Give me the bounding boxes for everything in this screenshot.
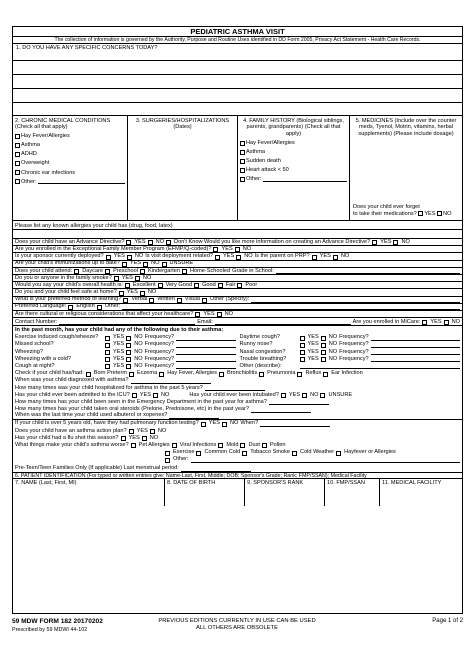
albuterol-field[interactable] xyxy=(169,413,219,419)
checkbox[interactable] xyxy=(292,451,297,456)
checkbox[interactable] xyxy=(437,211,442,216)
steroids-row: How many times has your child taken oral steroids (Prelone, Prednisone, etc) in the past year? xyxy=(13,405,462,412)
checkbox[interactable] xyxy=(131,443,136,448)
checkbox[interactable] xyxy=(372,240,377,245)
checkbox[interactable] xyxy=(159,372,164,377)
concerns-question: 1. DO YOU HAVE ANY SPECIFIC CONCERNS TODAY? xyxy=(16,45,158,51)
checkbox[interactable] xyxy=(105,350,110,355)
symptoms-right xyxy=(238,333,463,369)
checkbox[interactable] xyxy=(105,343,110,348)
checkbox[interactable] xyxy=(418,211,423,216)
family-item[interactable]: Sudden death xyxy=(240,158,347,164)
checkbox[interactable] xyxy=(126,350,131,355)
symptom-row: Wheezing with a cold? YES NO Frequency? xyxy=(13,355,238,362)
checkbox[interactable] xyxy=(196,451,201,456)
history-check-row: Check if your child has/had: Born Preterm Eczema Hay Fever, Allergies Bronchiolitis Pneumonia Reflux Ear Infection xyxy=(15,370,363,377)
checkbox[interactable] xyxy=(166,240,171,245)
checkbox[interactable] xyxy=(122,262,127,267)
prescribed-by: Prescribed by 59 MDWI 44-102 xyxy=(12,627,88,633)
chronic-conditions xyxy=(13,116,128,220)
action-plan-row: Does your child have an asthma action plan? YES NO xyxy=(15,427,167,434)
privacy-notice: The collection of information is governed by the Authority, Purpose and Routine Uses identified in DD Form 2005, Privacy Act Statement - Health Care Records. xyxy=(13,37,462,44)
family-item[interactable]: Asthma xyxy=(240,149,347,155)
pft-row: If your child is over 5 years old, have they had pulmonary function testing? YES NO When? xyxy=(13,420,462,427)
checkbox[interactable] xyxy=(126,336,131,341)
checkbox[interactable] xyxy=(300,350,305,355)
steroids-field[interactable] xyxy=(251,407,311,413)
diagnosed-field[interactable] xyxy=(131,378,211,384)
grade-field[interactable] xyxy=(276,268,460,274)
efmp-row: Are you enrolled in the Exceptional Family Member Program (EFMP/Q-coded)? YES NO xyxy=(13,246,462,253)
icu-row: Has your child ever been admitted to the ICU? YES NO Has your child ever been intubated? YES NO UNSURE xyxy=(15,391,353,398)
checkbox[interactable] xyxy=(15,152,20,157)
frequency-field[interactable] xyxy=(371,342,460,348)
checkbox[interactable] xyxy=(235,247,240,252)
family-item[interactable]: Heart attack < 50 xyxy=(240,167,347,173)
checkbox[interactable] xyxy=(182,269,187,274)
checkbox[interactable] xyxy=(302,393,307,398)
family-history xyxy=(238,116,350,220)
checkbox[interactable] xyxy=(143,262,148,267)
symptoms-left xyxy=(13,333,238,369)
checkbox[interactable] xyxy=(105,364,110,369)
checkbox[interactable] xyxy=(129,372,134,377)
checkbox[interactable] xyxy=(123,298,128,303)
safe-row: Do you and your child feel safe at home? YES NO xyxy=(13,289,462,296)
frequency-field[interactable] xyxy=(371,349,460,355)
allergies-row[interactable]: Please list any known allergies your child has (drug, food, latex) xyxy=(13,221,462,230)
medicines xyxy=(350,116,462,220)
symptom-row: Trouble breathing? YES NO Frequency? xyxy=(238,355,463,362)
checkbox[interactable] xyxy=(215,255,220,260)
contact-number-field[interactable] xyxy=(59,319,195,325)
checkbox[interactable] xyxy=(237,283,242,288)
allergies-extra-line[interactable] xyxy=(13,230,462,239)
family-header: 4. FAMILY HISTORY (Biological siblings, parents, grandparents) (Check all that apply) xyxy=(243,118,344,137)
checkbox[interactable] xyxy=(150,429,155,434)
checkbox[interactable] xyxy=(74,269,79,274)
trigger-other-field[interactable] xyxy=(191,457,460,463)
checkbox[interactable] xyxy=(97,305,102,310)
checkbox[interactable] xyxy=(126,357,131,362)
checkbox[interactable] xyxy=(218,443,223,448)
checkbox[interactable] xyxy=(15,170,20,175)
checkbox[interactable] xyxy=(172,443,177,448)
checkbox[interactable] xyxy=(259,372,264,377)
checkbox[interactable] xyxy=(153,393,158,398)
forget-meds-question: Does your child ever forget to take their medications? YES NO xyxy=(353,204,452,217)
name-field[interactable]: 7. NAME (Last, First, MI) xyxy=(13,479,165,506)
er-row: How many times has your child been seen in the Emergency Department in the past year for asthma? xyxy=(13,398,462,405)
medical-facility-field[interactable]: 11. MEDICAL FACILITY xyxy=(382,479,442,486)
checkbox[interactable] xyxy=(132,393,137,398)
checkbox[interactable] xyxy=(236,255,241,260)
checkbox[interactable] xyxy=(140,291,145,296)
editions-notice: PREVIOUS EDITIONS CURRENTLY IN USE CAN BE USED ALL OTHERS ARE OBSOLETE xyxy=(158,618,316,631)
triggers-row: What things make your child's asthma worse? Pet Allergies Viral Infections Mold Dust Pollen xyxy=(15,442,286,449)
checkbox[interactable] xyxy=(158,283,163,288)
cultural-row: Are there cultural or religious considerations that affect your healthcare? YES NO xyxy=(13,311,462,318)
frequency-field[interactable] xyxy=(176,335,235,341)
chronic-item[interactable]: Chronic ear infections xyxy=(15,170,125,176)
form-page xyxy=(12,26,463,614)
history-section xyxy=(13,116,462,221)
checkbox[interactable] xyxy=(213,247,218,252)
frequency-field[interactable] xyxy=(176,356,235,362)
concerns-line[interactable] xyxy=(13,60,462,61)
checkbox[interactable] xyxy=(121,436,126,441)
checkbox[interactable] xyxy=(321,336,326,341)
checkbox[interactable] xyxy=(240,150,245,155)
checkbox[interactable] xyxy=(336,451,341,456)
attend-row: Does your child attend: Daycare Preschool Kindergarten Home-Schooled Grade in School: xyxy=(13,268,462,275)
checkbox[interactable] xyxy=(165,451,170,456)
checkbox[interactable] xyxy=(15,179,20,184)
checkbox[interactable] xyxy=(194,283,199,288)
checkbox[interactable] xyxy=(312,255,317,260)
checkbox[interactable] xyxy=(219,372,224,377)
checkbox[interactable] xyxy=(114,276,119,281)
frequency-field[interactable] xyxy=(176,363,235,369)
checkbox[interactable] xyxy=(127,255,132,260)
triggers-row-3: Other: xyxy=(13,456,462,463)
symptom-row: Nasal congestion? YES NO Frequency? xyxy=(238,348,463,355)
symptom-row: Wheezing? YES NO Frequency? xyxy=(13,348,238,355)
surgeries-header: 3. SURGERIES/HOSPITALIZATIONS (Dates) xyxy=(135,118,230,131)
checkbox[interactable] xyxy=(422,320,427,325)
checkbox[interactable] xyxy=(321,350,326,355)
symptom-row: Runny nose? YES NO Frequency? xyxy=(238,341,463,348)
preteen-row: Pre-Teen/Teen Families Only (If applicable) Last menstrual period: xyxy=(13,463,462,472)
checkbox[interactable] xyxy=(162,262,167,267)
checkbox[interactable] xyxy=(222,422,227,427)
checkbox[interactable] xyxy=(195,312,200,317)
checkbox[interactable] xyxy=(15,161,20,166)
deployment-row: Is your sponsor currently deployed? YES NO Is visit deployment related? YES NO Is the parent on PRP? YES NO xyxy=(13,253,462,260)
concerns-section xyxy=(13,44,462,116)
patient-identification: 6. PATIENT IDENTIFICATION (For typed or written entries give: Name-Last, First, Middle; DOB; Sponsor's Grade; Rank; FMP/SSAN); Medical Facility xyxy=(13,472,462,479)
email-field[interactable] xyxy=(215,319,351,325)
footer xyxy=(12,618,463,638)
identification-row xyxy=(13,479,462,506)
surgeries[interactable] xyxy=(128,116,238,220)
checkbox[interactable] xyxy=(321,343,326,348)
hospitalized-field[interactable] xyxy=(205,385,265,391)
asthma-section xyxy=(13,325,462,472)
concerns-line[interactable] xyxy=(13,102,462,103)
symptom-row: Cough at night? YES NO Frequency? xyxy=(13,362,238,369)
checkbox[interactable] xyxy=(105,269,110,274)
checkbox[interactable] xyxy=(444,320,449,325)
checkbox[interactable] xyxy=(240,168,245,173)
menstrual-field[interactable] xyxy=(181,466,251,472)
contact-row: Contact Number: Email: Are you enrolled in MiCare: YES NO xyxy=(15,318,461,325)
checkbox[interactable] xyxy=(140,269,145,274)
chronic-item[interactable]: ADHD xyxy=(15,151,125,157)
checkbox[interactable] xyxy=(119,291,124,296)
sponsor-rank-field[interactable]: 9. SPONSOR'S RANK xyxy=(245,479,325,506)
checkbox[interactable] xyxy=(240,141,245,146)
checkbox[interactable] xyxy=(135,276,140,281)
checkbox[interactable] xyxy=(202,298,207,303)
checkbox[interactable] xyxy=(68,305,73,310)
chronic-item[interactable]: Overweight xyxy=(15,160,125,166)
pft-when-field[interactable] xyxy=(260,421,330,427)
checkbox[interactable] xyxy=(126,364,131,369)
checkbox[interactable] xyxy=(320,393,325,398)
checkbox[interactable] xyxy=(281,393,286,398)
chronic-item[interactable]: Hay Fever/Allergies xyxy=(15,133,125,139)
form-number: 59 MDW FORM 182 20170202 xyxy=(12,618,103,625)
checkbox[interactable] xyxy=(15,134,20,139)
smoke-row: Do you or anyone in the family smoke? YES NO xyxy=(13,275,462,282)
checkbox[interactable] xyxy=(240,177,245,182)
immunizations-row: Are your child's immunizations up to date? YES NO UNSURE xyxy=(13,261,462,268)
checkbox[interactable] xyxy=(297,372,302,377)
other-symptom-field[interactable] xyxy=(300,363,461,369)
dob-field[interactable]: 8. DATE OF BIRTH xyxy=(165,479,245,506)
checkbox[interactable] xyxy=(333,255,338,260)
checkbox[interactable] xyxy=(86,372,91,377)
frequency-field[interactable] xyxy=(371,356,460,362)
symptom-row: Missed school? YES NO Frequency? xyxy=(13,341,238,348)
flu-shot-row: Has your child had a flu shot this season? YES NO xyxy=(15,434,159,441)
checkbox[interactable] xyxy=(262,443,267,448)
frequency-field[interactable] xyxy=(176,342,235,348)
medicines-header: 5. MEDICINES (Include over the counter meds, Tyenol, Motrin, vitamins, herbal supplements) (Please include dosage) xyxy=(355,118,457,137)
checkbox[interactable] xyxy=(218,283,223,288)
triggers-row-2: Exercise Common Cold Tobacco Smoke Cold Weather Hayfever or Allergies xyxy=(13,448,462,455)
health-row: Would you say your child's overall health is: Excellent Very Good Good Fair Poor xyxy=(13,282,462,289)
checkbox[interactable] xyxy=(149,298,154,303)
checkbox[interactable] xyxy=(106,255,111,260)
checkbox[interactable] xyxy=(393,240,398,245)
family-item[interactable]: Other: xyxy=(240,176,347,182)
fmp-ssan-field[interactable]: 10. FMP/SSAN xyxy=(325,479,380,506)
language-row: Preferred Language: English Other: xyxy=(13,304,462,311)
frequency-field[interactable] xyxy=(371,335,460,341)
diagnosed-row: When was your child diagnosed with asthma? xyxy=(13,377,462,384)
checkbox[interactable] xyxy=(300,343,305,348)
concerns-line[interactable] xyxy=(13,74,462,75)
page-number: Page 1 of 2 xyxy=(432,618,463,624)
form-title: PEDIATRIC ASTHMA VISIT xyxy=(13,27,462,37)
checkbox[interactable] xyxy=(321,357,326,362)
checkbox[interactable] xyxy=(240,443,245,448)
concerns-line[interactable] xyxy=(13,88,462,89)
checkbox[interactable] xyxy=(242,451,247,456)
checkbox[interactable] xyxy=(201,422,206,427)
checkbox[interactable] xyxy=(240,159,245,164)
symptom-row: Other (describe): xyxy=(238,362,463,369)
chronic-header: 2. CHRONIC MEDICAL CONDITIONS (Check all that apply) xyxy=(15,118,111,131)
albuterol-row: When was the last time your child used albuterol or xopenex? xyxy=(13,413,462,420)
checkbox[interactable] xyxy=(125,283,130,288)
checkbox[interactable] xyxy=(177,298,182,303)
symptom-row: Daytime cough? YES NO Frequency? xyxy=(238,333,463,340)
checkbox[interactable] xyxy=(165,458,170,463)
checkbox[interactable] xyxy=(126,343,131,348)
advance-directive-row: Does your child have an Advance Directive? YES NO Don't Know Would you like more information on creating an Advance Directive? YES NO xyxy=(13,239,462,246)
family-item[interactable]: Hay Fever/Allergies xyxy=(240,140,347,146)
asthma-header: In the past month, has your child had any of the following due to their asthma: xyxy=(15,327,224,334)
frequency-field[interactable] xyxy=(176,349,235,355)
er-field[interactable] xyxy=(269,399,329,405)
chronic-item[interactable]: Other: xyxy=(15,179,125,185)
checkbox[interactable] xyxy=(15,143,20,148)
checkbox[interactable] xyxy=(142,436,147,441)
checkbox[interactable] xyxy=(105,336,110,341)
checkbox[interactable] xyxy=(148,240,153,245)
symptom-row: Exercise induced cough/wheeze? YES NO Frequency? xyxy=(13,333,238,340)
symptom-grid xyxy=(13,333,462,369)
checkbox[interactable] xyxy=(105,357,110,362)
checkbox[interactable] xyxy=(129,429,134,434)
checkbox[interactable] xyxy=(300,357,305,362)
checkbox[interactable] xyxy=(217,312,222,317)
learning-row: What is your preferred method of learning? Verbal Written Visual Other (Specify): xyxy=(13,297,462,304)
learning-other-field[interactable] xyxy=(251,297,460,303)
language-other-field[interactable] xyxy=(122,304,460,310)
checkbox[interactable] xyxy=(323,372,328,377)
checkbox[interactable] xyxy=(300,336,305,341)
hospitalized-row: How many times was your child hospitalized for asthma in the past 5 years? xyxy=(13,384,462,391)
chronic-item[interactable]: Asthma xyxy=(15,142,125,148)
checkbox[interactable] xyxy=(126,240,131,245)
